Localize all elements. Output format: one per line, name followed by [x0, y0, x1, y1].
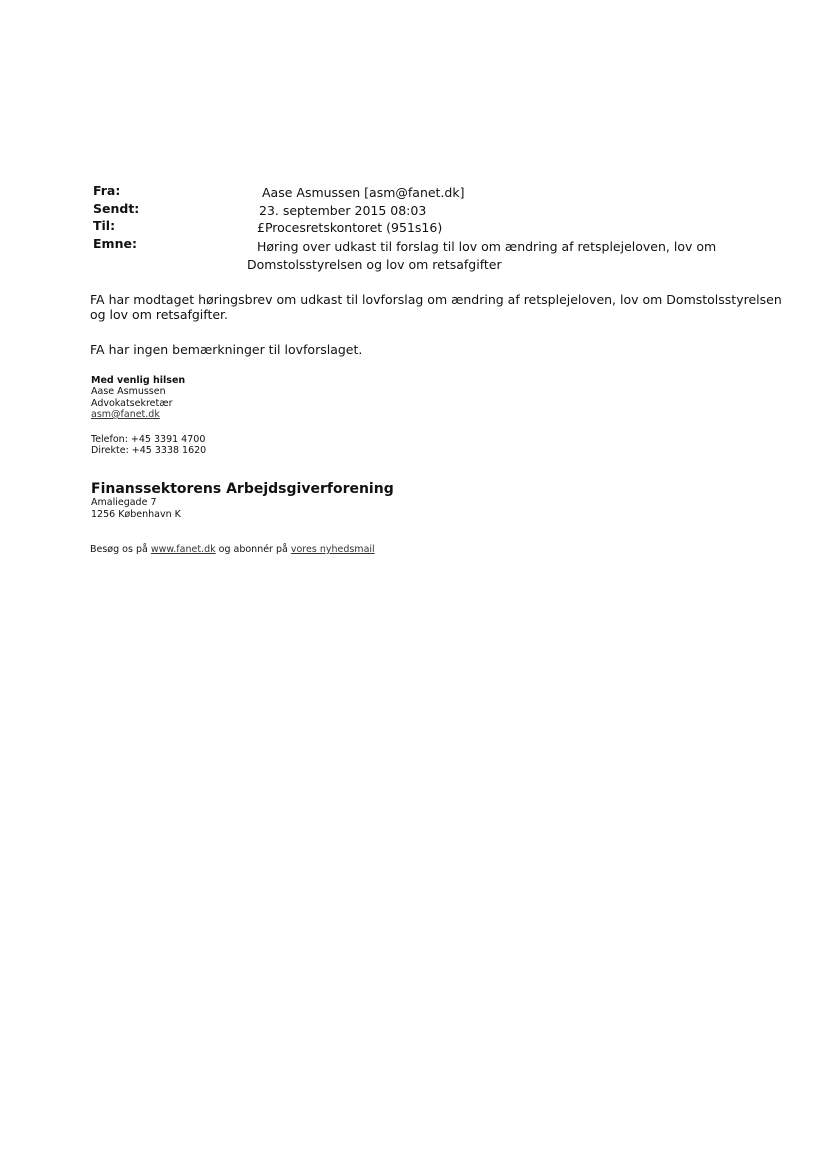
signature-name: Aase Asmussen — [91, 386, 166, 397]
footer-line — [90, 544, 375, 555]
organization-name: Finanssektorens Arbejdsgiverforening — [91, 481, 394, 497]
signature-title: Advokatsekretær — [91, 398, 173, 409]
organization-street: Amaliegade 7 — [91, 497, 157, 508]
to-label: Til: — [93, 218, 116, 233]
signature-email[interactable] — [91, 409, 160, 420]
signature-direct-phone: Direkte: +45 3338 1620 — [91, 445, 207, 456]
subject-line-1: Høring over udkast til forslag til lov om ændring af retsplejeloven, lov om — [257, 239, 717, 254]
body-paragraph-1-line-2: og lov om retsafgifter. — [90, 307, 229, 322]
website-link[interactable]: www.fanet.dk — [150, 544, 216, 555]
email-link[interactable]: asm@fanet.dk — [91, 409, 160, 420]
footer-middle: og abonnér på — [218, 544, 288, 555]
newsletter-link[interactable]: vores nyhedsmail — [290, 544, 375, 555]
subject-line-2: Domstolsstyrelsen og lov om retsafgifter — [247, 257, 502, 272]
body-paragraph-2: FA har ingen bemærkninger til lovforslaget. — [90, 342, 363, 357]
body-paragraph-1-line-1: FA har modtaget høringsbrev om udkast til lovforslag om ændring af retsplejeloven, lov om Domstolsstyrelsen — [90, 292, 782, 307]
signature-greeting: Med venlig hilsen — [91, 375, 186, 386]
sent-value: 23. september 2015 08:03 — [259, 203, 427, 218]
to-value: £Procesretskontoret (951s16) — [257, 220, 443, 235]
footer-prefix: Besøg os på — [90, 544, 148, 555]
signature-phone: Telefon: +45 3391 4700 — [91, 434, 206, 445]
sent-label: Sendt: — [93, 201, 140, 216]
from-label: Fra: — [93, 183, 121, 198]
from-value: Aase Asmussen [asm@fanet.dk] — [262, 185, 465, 200]
subject-label: Emne: — [93, 236, 137, 251]
organization-city: 1256 København K — [91, 509, 181, 520]
